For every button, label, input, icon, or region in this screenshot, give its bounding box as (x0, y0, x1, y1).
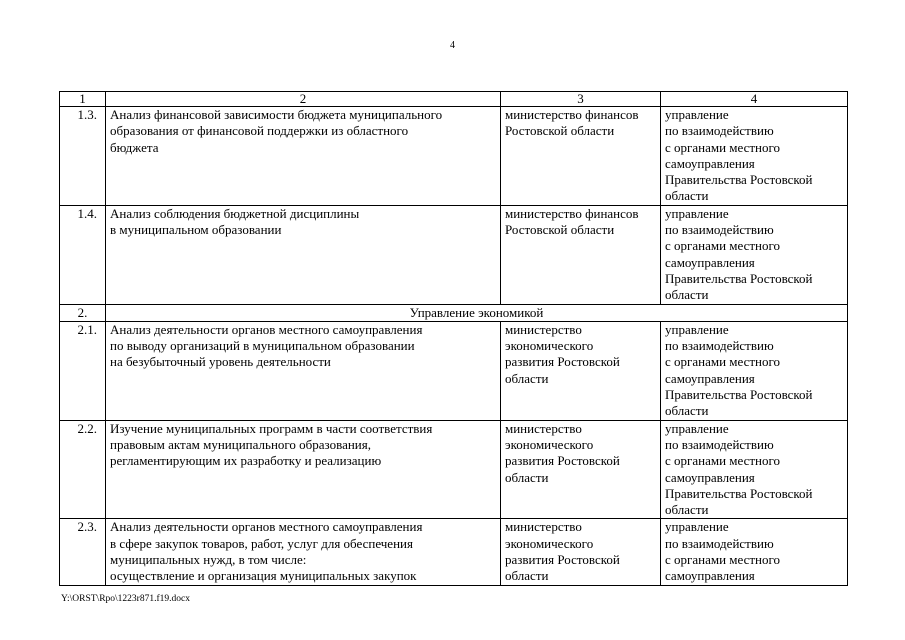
coexecutor-cell: управление по взаимодействию с органами местного самоуправления Правительства Ростовской области (661, 107, 848, 206)
task-cell: Изучение муниципальных программ в части соответствия правовым актам муниципального образования, регламентирующим их разработку и реализацию (106, 420, 501, 519)
task-cell: Анализ соблюдения бюджетной дисциплины в муниципальном образовании (106, 205, 501, 304)
column-header: 3 (501, 92, 661, 107)
executor-cell: министерство экономического развития Ростовской области (501, 519, 661, 585)
coexecutor-cell: управление по взаимодействию с органами местного самоуправления Правительства Ростовской области (661, 205, 848, 304)
coexecutor-cell: управление по взаимодействию с органами местного самоуправления (661, 519, 848, 585)
row-number: 1.3. (60, 107, 106, 206)
file-path-footer: Y:\ORST\Rpo\1223r871.f19.docx (61, 594, 190, 604)
section-title: Управление экономикой (106, 304, 848, 321)
column-header: 2 (106, 92, 501, 107)
row-number: 1.4. (60, 205, 106, 304)
executor-cell: министерство экономического развития Ростовской области (501, 321, 661, 420)
coexecutor-cell: управление по взаимодействию с органами местного самоуправления Правительства Ростовской области (661, 321, 848, 420)
section-row (60, 304, 848, 321)
row-number: 2.2. (60, 420, 106, 519)
plan-table (59, 91, 848, 586)
column-header: 4 (661, 92, 848, 107)
table-row (60, 519, 848, 585)
row-number: 2.1. (60, 321, 106, 420)
table-row (60, 420, 848, 519)
executor-cell: министерство экономического развития Ростовской области (501, 420, 661, 519)
executor-cell: министерство финансов Ростовской области (501, 205, 661, 304)
row-number: 2.3. (60, 519, 106, 585)
coexecutor-cell: управление по взаимодействию с органами местного самоуправления Правительства Ростовской области (661, 420, 848, 519)
task-cell: Анализ финансовой зависимости бюджета муниципального образования от финансовой поддержки из областного бюджета (106, 107, 501, 206)
column-header: 1 (60, 92, 106, 107)
table-header-row (60, 92, 848, 107)
task-cell: Анализ деятельности органов местного самоуправления по выводу организаций в муниципальном образовании на безубыточный уровень деятельности (106, 321, 501, 420)
task-cell: Анализ деятельности органов местного самоуправления в сфере закупок товаров, работ, услуг для обеспечения муниципальных нужд, в том числе: осуществление и организация муниципальных закупок (106, 519, 501, 585)
table-row (60, 205, 848, 304)
page-number: 4 (450, 40, 455, 51)
section-number: 2. (60, 304, 106, 321)
table-row (60, 321, 848, 420)
executor-cell: министерство финансов Ростовской области (501, 107, 661, 206)
table-row (60, 107, 848, 206)
